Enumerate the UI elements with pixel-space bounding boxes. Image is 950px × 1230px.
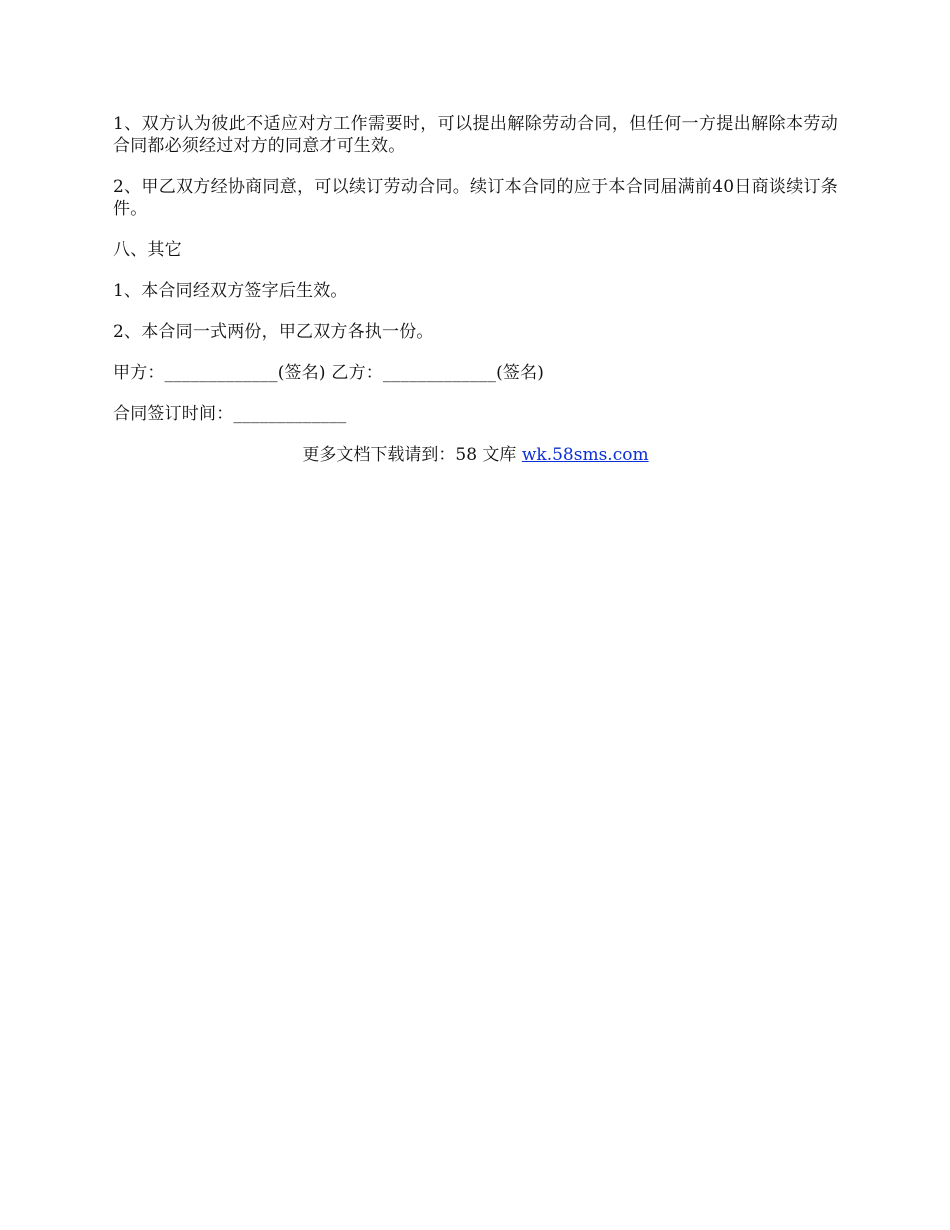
document-body bbox=[113, 113, 838, 466]
signature-line: 甲方：_____________(签名) 乙方：_____________(签名) bbox=[113, 363, 545, 383]
footer-link[interactable]: wk.58sms.com bbox=[521, 445, 649, 465]
signing-date-line: 合同签订时间：_____________ bbox=[113, 404, 347, 424]
section-heading-other: 八、其它 bbox=[113, 240, 182, 260]
download-footer bbox=[113, 444, 838, 466]
footer-prefix: 更多文档下载请到：58 文库 bbox=[302, 445, 522, 465]
clause-renewal: 2、甲乙双方经协商同意，可以续订劳动合同。续订本合同的应于本合同届满前40日商谈续订条件。 bbox=[113, 177, 838, 219]
clause-termination: 1、双方认为彼此不适应对方工作需要时，可以提出解除劳动合同，但任何一方提出解除本劳动合同都必须经过对方的同意才可生效。 bbox=[113, 114, 838, 156]
clause-copies: 2、本合同一式两份，甲乙双方各执一份。 bbox=[113, 322, 434, 342]
clause-effective: 1、本合同经双方签字后生效。 bbox=[113, 281, 348, 301]
